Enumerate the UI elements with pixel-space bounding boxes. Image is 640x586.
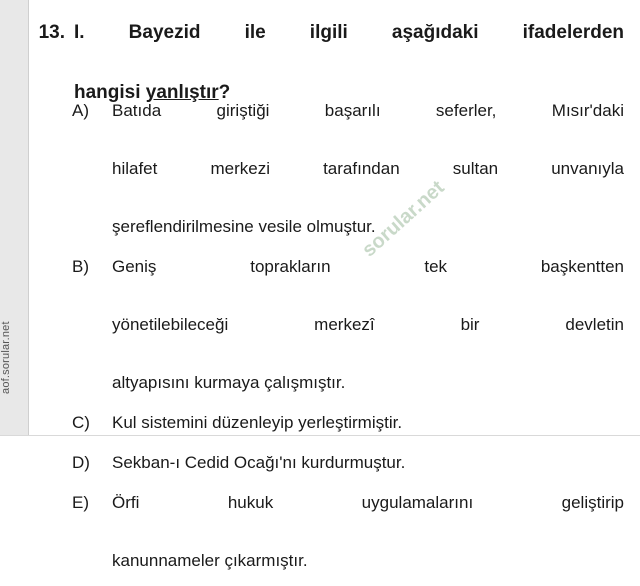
option-e-text bbox=[112, 488, 624, 575]
option-b-letter: B) bbox=[72, 257, 89, 276]
option-b-text bbox=[112, 252, 624, 397]
question-stem-line-2-prefix: hangisi bbox=[74, 82, 146, 103]
option-c[interactable] bbox=[72, 408, 624, 437]
left-margin-strip bbox=[0, 0, 29, 439]
question-number: 13. bbox=[38, 22, 65, 43]
option-a[interactable] bbox=[72, 96, 624, 241]
option-b-line-1: Geniş toprakların tek başkentten bbox=[112, 257, 624, 276]
option-a-line-1: Batıda giriştiği başarılı seferler, Mısır'daki bbox=[112, 101, 624, 120]
question-stem-line-2-suffix: ? bbox=[218, 82, 231, 103]
option-b[interactable] bbox=[72, 252, 624, 397]
option-c-text bbox=[112, 408, 624, 437]
option-a-line-2: hilafet merkezi tarafından sultan unvanıyla bbox=[112, 159, 624, 178]
option-a-line-3: şereflendirilmesine vesile olmuştur. bbox=[112, 217, 376, 236]
option-e-line-2: kanunnameler çıkarmıştır. bbox=[112, 551, 308, 570]
question-page bbox=[28, 0, 640, 570]
question-stem-line-1: I. Bayezid ile ilgili aşağıdaki ifadelerden bbox=[74, 22, 624, 43]
question-stem bbox=[28, 18, 624, 108]
option-c-line-1: Kul sistemini düzenleyip yerleştirmiştir. bbox=[112, 413, 403, 432]
question-stem-emphasis: yanlıştır bbox=[145, 82, 219, 103]
diagonal-watermark: sorular.net bbox=[358, 176, 449, 262]
question-stem-text bbox=[74, 18, 624, 108]
option-a-text bbox=[112, 96, 624, 241]
option-e[interactable] bbox=[72, 488, 624, 575]
option-d-letter: D) bbox=[72, 453, 90, 472]
option-e-letter: E) bbox=[72, 493, 89, 512]
options-list bbox=[72, 96, 624, 586]
option-b-line-3: altyapısını kurmaya çalışmıştır. bbox=[112, 373, 346, 392]
option-d-line-1: Sekban-ı Cedid Ocağı'nı kurdurmuştur. bbox=[112, 453, 406, 472]
option-b-line-2: yönetilebileceği merkezî bir devletin bbox=[112, 315, 624, 334]
option-d-text bbox=[112, 448, 624, 477]
option-e-line-1: Örfi hukuk uygulamalarını geliştirip bbox=[112, 493, 624, 512]
option-a-letter: A) bbox=[72, 101, 89, 120]
sidebar-watermark: aof.sorular.net bbox=[0, 321, 12, 395]
option-c-letter: C) bbox=[72, 413, 90, 432]
page-bottom-rule bbox=[0, 435, 640, 439]
option-d[interactable] bbox=[72, 448, 624, 477]
